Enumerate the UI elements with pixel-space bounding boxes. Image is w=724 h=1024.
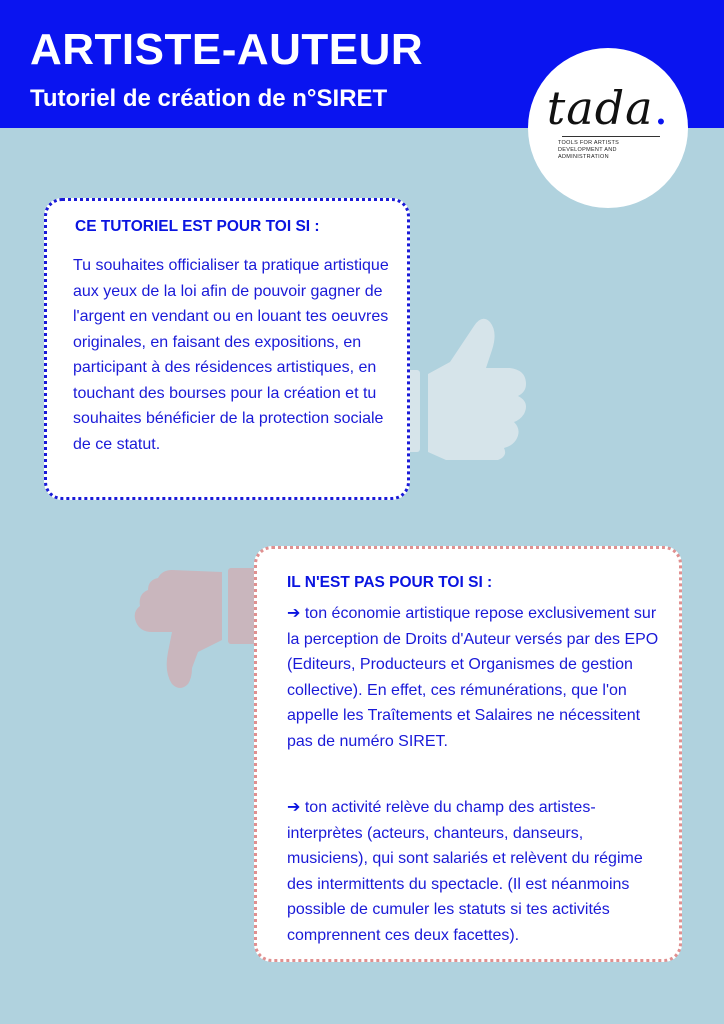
point-1-text: ton économie artistique repose exclusivement sur la perception de Droits d'Auteur versés par des EPO (Editeurs, Producteurs et Organismes de gestion collective). En effet, ces rémunérations, que l'on appelle les Traîtements et Salaires ne nécessitent pas de numéro SIRET. [287, 605, 659, 750]
logo-tagline [558, 140, 668, 161]
arrow-right-icon: ➔ [287, 799, 301, 816]
for-you-text: Tu souhaites officialiser ta pratique artistique aux yeux de la loi afin de pouvoir gagner de l'argent en vendant ou en louant tes oeuvres originales, en faisant des expositions, en participant à des résidences artistiques, en touchant des bourses pour la création et tu souhaites bénéficier de la protection sociale de ce statut. [73, 257, 389, 453]
logo-dot: . [653, 81, 670, 135]
not-for-you-card [254, 546, 682, 962]
logo-tagline-line-2: DEVELOPMENT AND ADMINISTRATION [558, 147, 617, 160]
logo-tagline-line-1: TOOLS FOR ARTISTS [558, 140, 620, 146]
logo-divider [562, 136, 660, 137]
point-2-text: ton activité relève du champ des artistes-interprètes (acteurs, chanteurs, danseurs, musiciens), qui sont salariés et relèvent du régime des intermittents du spectacle. (Il est néanmoins possible de cumuler les statuts si tes activités comprennent ces deux facettes). [287, 799, 643, 944]
logo-wordmark [528, 82, 688, 134]
for-you-heading: CE TUTORIEL EST POUR TOI SI : [75, 218, 320, 235]
page-subtitle: Tutoriel de création de n°SIRET [30, 85, 388, 112]
not-for-you-point-2 [287, 795, 667, 948]
logo-wordmark-text: tada [546, 81, 654, 135]
arrow-right-icon: ➔ [287, 605, 301, 622]
thumbs-down-icon [128, 560, 268, 700]
thumbs-up-icon [388, 312, 538, 462]
tada-logo [528, 48, 688, 208]
tutorial-for-you-card [44, 198, 410, 500]
page-title: ARTISTE-AUTEUR [30, 25, 424, 74]
not-for-you-heading: IL N'EST PAS POUR TOI SI : [287, 574, 493, 591]
not-for-you-point-1 [287, 601, 667, 754]
